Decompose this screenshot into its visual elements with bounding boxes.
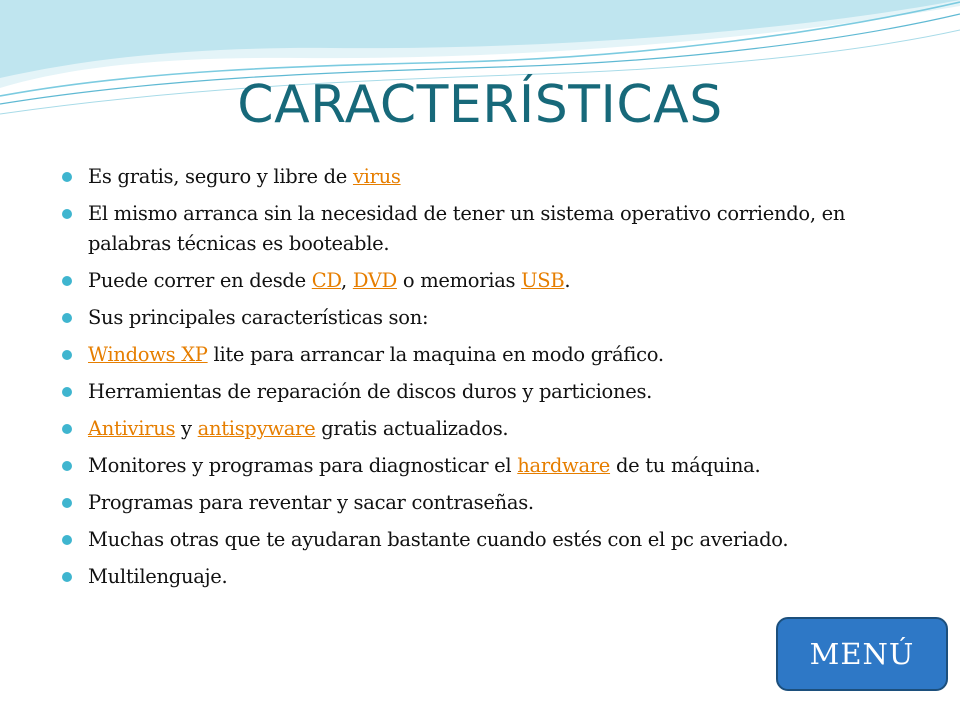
bullet-dot-icon [62, 461, 72, 471]
bullet-dot-icon [62, 424, 72, 434]
hyperlink[interactable]: USB [521, 269, 565, 292]
menu-button[interactable]: MENÚ [776, 617, 948, 691]
hyperlink[interactable]: CD [311, 269, 342, 292]
bullet-dot-icon [62, 572, 72, 582]
hyperlink[interactable]: hardware [517, 454, 611, 477]
list-item [62, 414, 872, 444]
hyperlink[interactable]: DVD [352, 269, 397, 292]
list-item [62, 199, 872, 259]
list-item-text: . [564, 269, 571, 292]
list-item-text: Programas para reventar y sacar contraseñas. [88, 491, 534, 514]
hyperlink[interactable]: Antivirus [88, 417, 176, 440]
bullet-dot-icon [62, 387, 72, 397]
list-item [62, 303, 872, 333]
bullet-dot-icon [62, 276, 72, 286]
list-item-text: Muchas otras que te ayudaran bastante cuando estés con el pc averiado. [88, 528, 789, 551]
list-item [62, 340, 872, 370]
list-item-text: Multilenguaje. [88, 565, 228, 588]
list-item-text: Herramientas de reparación de discos duros y particiones. [88, 380, 653, 403]
list-item-text: , [341, 269, 353, 292]
list-item [62, 451, 872, 481]
list-item-text: El mismo arranca sin la necesidad de tener un sistema operativo corriendo, en palabras técnicas es booteable. [88, 202, 846, 255]
list-item-text: gratis actualizados. [315, 417, 509, 440]
bullet-dot-icon [62, 498, 72, 508]
list-item [62, 488, 872, 518]
list-item [62, 562, 872, 592]
list-item [62, 525, 872, 555]
list-item-text: y [175, 417, 198, 440]
list-item [62, 377, 872, 407]
list-item-text: lite para arrancar la maquina en modo gráfico. [207, 343, 664, 366]
bullet-dot-icon [62, 209, 72, 219]
hyperlink[interactable]: virus [352, 165, 401, 188]
hyperlink[interactable]: antispyware [197, 417, 316, 440]
list-item-text: de tu máquina. [610, 454, 761, 477]
bullet-dot-icon [62, 350, 72, 360]
list-item-text: Puede correr en desde [88, 269, 312, 292]
list-item-text: Sus principales características son: [88, 306, 429, 329]
hyperlink[interactable]: Windows XP [88, 343, 208, 366]
slide-title: CARACTERÍSTICAS [237, 75, 723, 135]
bullet-dot-icon [62, 535, 72, 545]
bullet-dot-icon [62, 313, 72, 323]
bullet-dot-icon [62, 172, 72, 182]
list-item-text: Es gratis, seguro y libre de [88, 165, 353, 188]
feature-list [62, 162, 872, 599]
wave-band-mid [0, 0, 960, 78]
list-item-text: Monitores y programas para diagnosticar el [88, 454, 518, 477]
list-item [62, 162, 872, 192]
list-item [62, 266, 872, 296]
list-item-text: o memorias [396, 269, 522, 292]
